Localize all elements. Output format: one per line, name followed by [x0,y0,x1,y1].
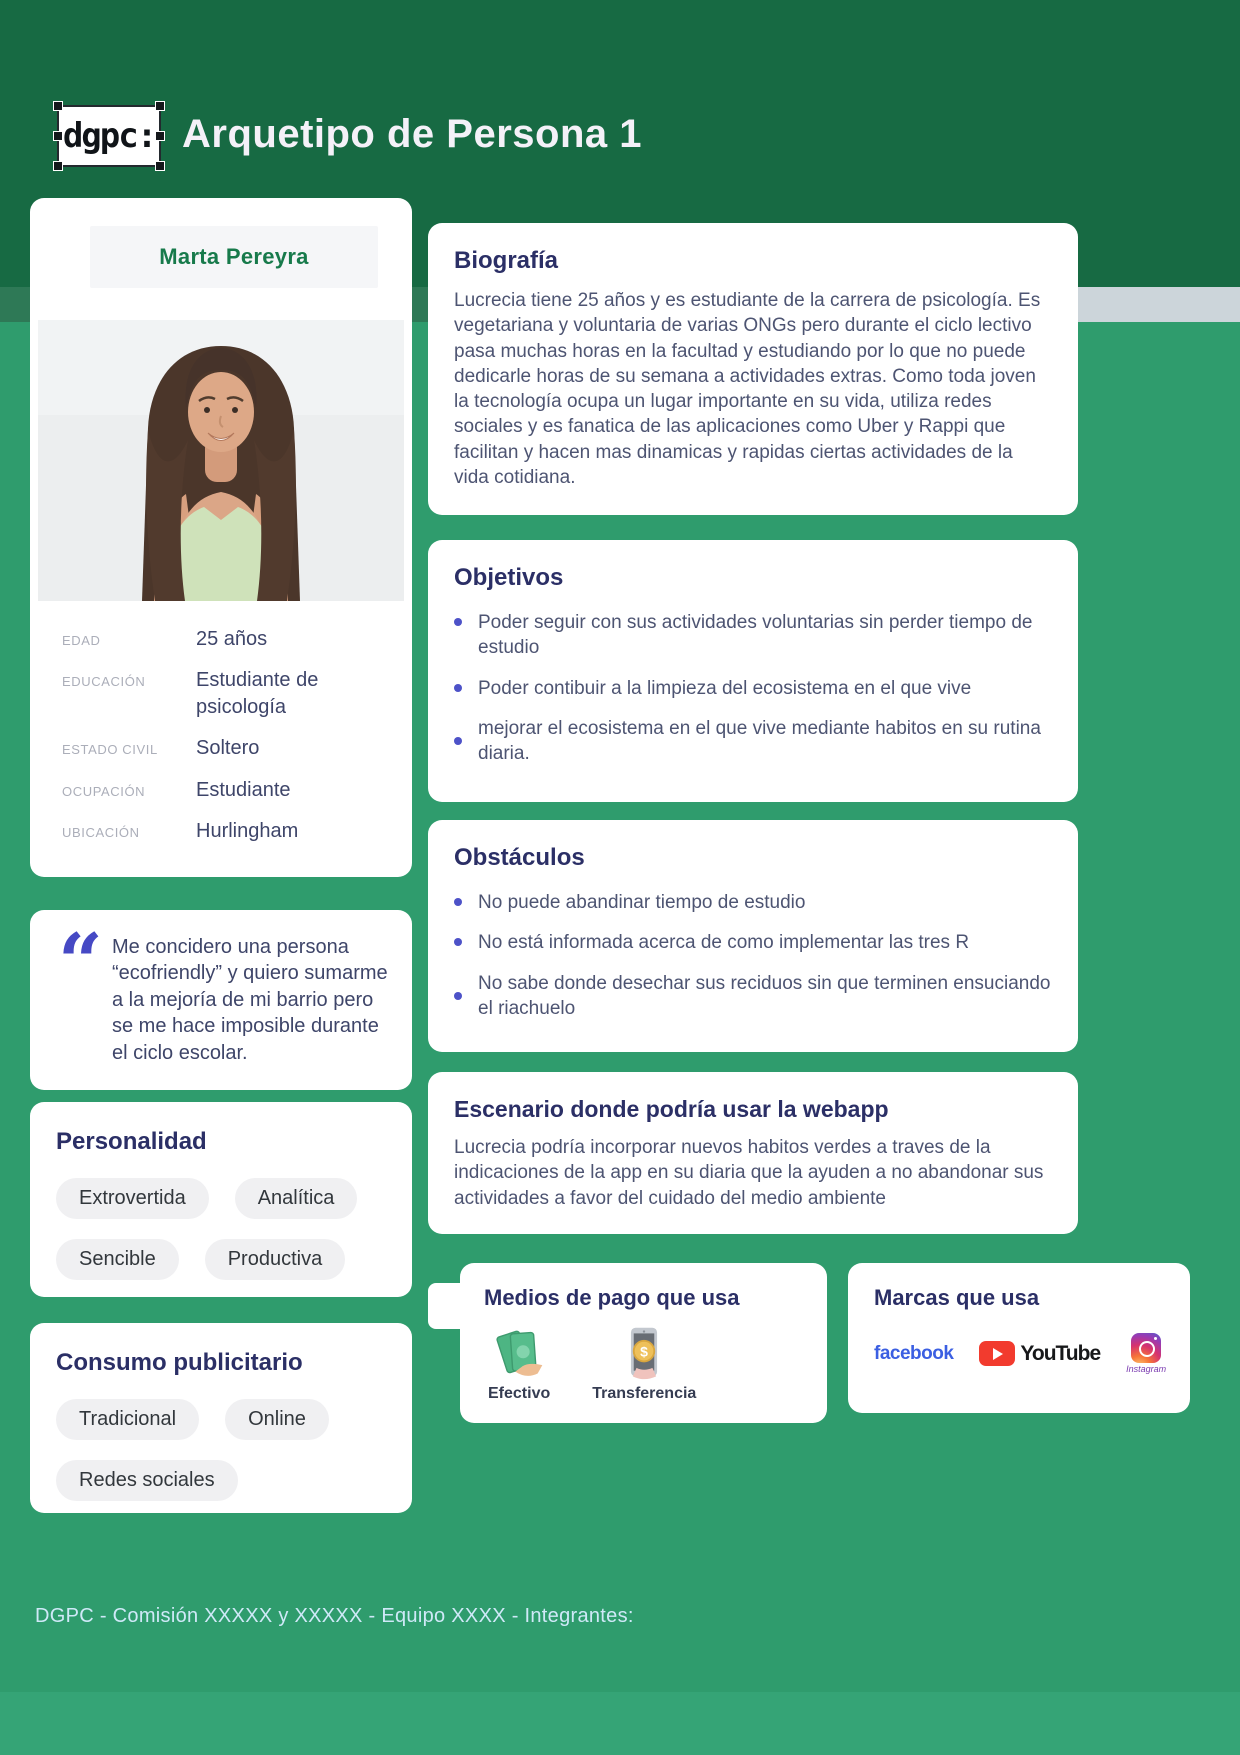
selection-handle[interactable] [155,101,165,111]
list-item-text: No puede abandinar tiempo de estudio [478,892,806,913]
dgpc-logo-text: dgpc: [62,116,156,156]
list-item [454,930,1052,955]
list-item-text: mejorar el ecosistema en el que vive mediante habitos en su rutina diaria. [478,717,1041,765]
cash-icon [491,1325,547,1381]
bullet-icon [454,737,462,745]
dgpc-logo[interactable] [57,105,161,167]
objetivos-heading: Objetivos [454,564,564,591]
bullet-icon [454,992,462,1000]
tag-pill: Tradicional [56,1399,199,1440]
obstaculos-heading: Obstáculos [454,844,585,871]
footer-credits: DGPC - Comisión XXXXX y XXXXX - Equipo XXXX - Integrantes: [35,1605,634,1627]
detail-row-estado-civil [62,735,388,761]
tag-pill: Sencible [56,1239,179,1280]
medios-pago-card [460,1263,827,1423]
medios-heading: Medios de pago que usa [484,1285,740,1310]
quote-icon: “ [58,917,103,1008]
horizontal-band-right-segment [1078,287,1240,322]
bullet-icon [454,684,462,692]
detail-value: Estudiante [196,778,291,801]
selection-handle[interactable] [155,131,165,141]
list-item [454,676,1052,701]
quote-card [30,910,412,1090]
selection-handle[interactable] [53,101,63,111]
brands-list [874,1333,1167,1374]
svg-text:$: $ [640,1343,649,1360]
detail-value: Hurlingham [196,819,299,842]
list-item-text: Poder seguir con sus actividades voluntarias sin perder tiempo de estudio [478,612,1033,659]
tag-pill: Productiva [205,1239,346,1280]
detail-row-ocupacion [62,777,388,803]
biografia-card [428,223,1078,515]
list-item [454,971,1052,1022]
detail-label: OCUPACIÓN [62,783,146,799]
list-item [454,890,1052,915]
tag-pill: Analítica [235,1178,358,1219]
consumo-heading: Consumo publicitario [56,1349,303,1376]
detail-value: Estudiante de psicología [196,669,319,718]
medio-efectivo [488,1325,550,1403]
escenario-text: Lucrecia podría incorporar nuevos habitos verdes a traves de la indicaciones de la app en su diaria que la ayuden a no abandonar sus actividades a favor del cuidado del medio ambiente [454,1137,1044,1209]
instagram-logo [1126,1333,1166,1374]
persona-photo [38,320,404,601]
list-item-text: Poder contibuir a la limpieza del ecosistema en el que vive [478,677,972,699]
tag-pill: Extrovertida [56,1178,209,1219]
medios-list [488,1325,803,1403]
youtube-play-icon [979,1341,1015,1366]
marcas-heading: Marcas que usa [874,1285,1040,1310]
list-item-text: No sabe donde desechar sus reciduos sin que terminen ensuciando el riachuelo [478,972,1051,1019]
escenario-card [428,1072,1078,1234]
youtube-logo [979,1341,1100,1366]
detail-row-ubicacion [62,818,388,844]
list-item-text: No está informada acerca de como implementar las tres R [478,932,970,954]
personalidad-card [30,1102,412,1297]
objetivos-list [454,610,1052,766]
medio-label: Transferencia [592,1385,697,1402]
medio-label: Efectivo [488,1385,551,1402]
detail-value: 25 años [196,628,268,650]
biografia-heading: Biografía [454,247,559,274]
consumo-publicitario-card [30,1323,412,1513]
tag-pill: Online [225,1399,329,1440]
list-item [454,716,1052,767]
page-title: Arquetipo de Persona 1 [182,112,642,156]
facebook-logo: facebook [874,1342,954,1364]
detail-value: Soltero [196,737,260,760]
objetivos-card [428,540,1078,802]
profile-details [62,626,388,844]
detail-label: UBICACIÓN [62,824,140,840]
bullet-icon [454,898,462,906]
quote-text: Me concidero una persona “ecofriendly” y quiero sumarme a la mejoría de mi barrio pero se me hace imposible durante el ciclo escolar. [112,936,388,1064]
escenario-heading: Escenario donde podría usar la webapp [454,1096,889,1122]
biografia-text: Lucrecia tiene 25 años y es estudiante de la carrera de psicología. Es vegetariana y voluntaria de varias ONGs pero durante el ciclo lectivo pasa muchas horas en la facultad y estudiando por lo que no puede dedicarle horas de su semana a actividades extras. Como toda joven la tecnología ocupa un lugar importante en su vida, utiliza redes sociales y es fanatica de las aplicaciones como Uber y Rappi que facilitan y hacen mas dinamicas y rapidas ciertas actividades de la vida cotidiana. [454,290,1041,488]
bullet-icon [454,618,462,626]
instagram-camera-icon [1131,1333,1161,1363]
medio-transferencia [592,1325,696,1403]
detail-row-edad [62,626,388,652]
name-banner [90,226,378,288]
persona-name: Marta Pereyra [159,244,309,269]
phone-transfer-icon [616,1325,672,1381]
detail-label: EDUCACIÓN [62,674,146,690]
detail-label: ESTADO CIVIL [62,742,158,758]
personalidad-heading: Personalidad [56,1128,207,1155]
obstaculos-card [428,820,1078,1052]
consumo-tags [56,1399,388,1501]
list-item [454,610,1052,661]
bullet-icon [454,938,462,946]
detail-label: EDAD [62,633,101,648]
personalidad-tags [56,1178,388,1280]
woman-portrait-illustration [38,320,404,601]
selection-handle[interactable] [53,131,63,141]
obstaculos-list [454,890,1052,1021]
detail-row-educacion [62,667,388,720]
marcas-card [848,1263,1190,1413]
profile-card [30,198,412,877]
instagram-wordmark: Instagram [1126,1364,1167,1374]
tag-pill: Redes sociales [56,1460,238,1501]
youtube-wordmark: YouTube [1020,1341,1101,1365]
footer-strip [0,1692,1240,1755]
selection-handle[interactable] [155,161,165,171]
selection-handle[interactable] [53,161,63,171]
